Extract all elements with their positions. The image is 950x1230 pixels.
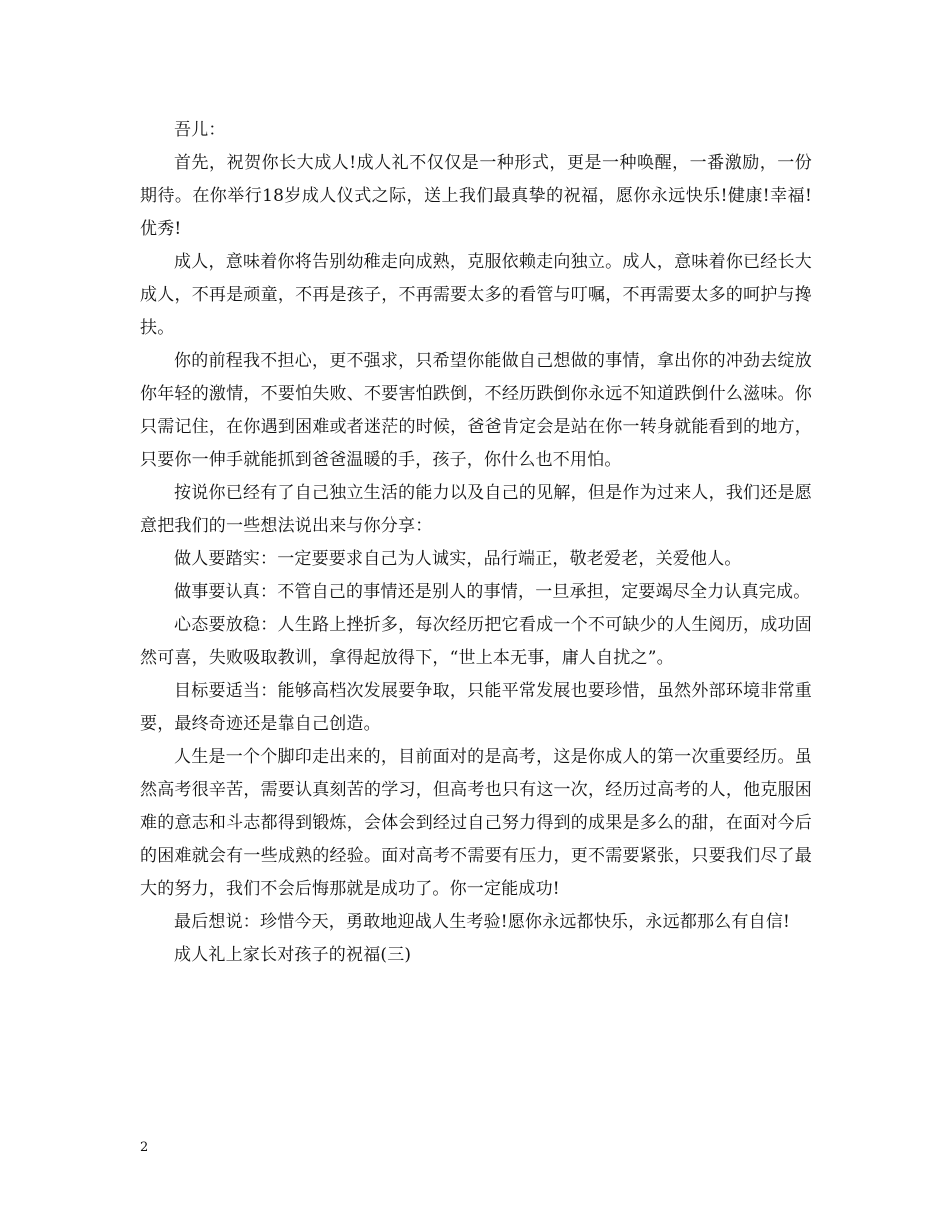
paragraph: 做事要认真：不管自己的事情还是别人的事情，一旦承担，定要竭尽全力认真完成。: [174, 582, 811, 602]
paragraph: 你的前程我不担心，更不强求，只希望你能做自己想做的事情，拿出你的冲劲去绽放你年轻的激情，不要怕失败、不要害怕跌倒，不经历跌倒你永远不知道跌倒什么滋味。你只需记住，在你遇到困难或者迷茫的时候，爸爸肯定会是站在你一转身就能看到的地方，只要你一伸手就能抓到爸爸温暖的手，孩子，你什么也不用怕。: [140, 351, 812, 470]
paragraph: 首先，祝贺你长大成人!成人礼不仅仅是一种形式，更是一种唤醒，一番激励，一份期待。在你举行18岁成人仪式之际，送上我们最真挚的祝福，愿你永远快乐!健康!幸福!优秀!: [140, 153, 812, 239]
section-heading: 成人礼上家长对孩子的祝福(三): [174, 945, 412, 965]
page-number: 2: [140, 1140, 149, 1155]
paragraph: 目标要适当：能够高档次发展要争取，只能平常发展也要珍惜，虽然外部环境非常重要，最终奇迹还是靠自己创造。: [140, 681, 812, 734]
paragraph: 做人要踏实：一定要要求自己为人诚实，品行端正，敬老爱老，关爱他人。: [174, 549, 742, 569]
paragraph: 按说你已经有了自己独立生活的能力以及自己的见解，但是作为过来人，我们还是愿意把我们的一些想法说出来与你分享：: [140, 483, 812, 536]
paragraph: 最后想说：珍惜今天，勇敢地迎战人生考验!愿你永远都快乐，永远都那么有自信!: [174, 912, 791, 932]
document-body: [140, 114, 812, 972]
paragraph: 人生是一个个脚印走出来的，目前面对的是高考，这是你成人的第一次重要经历。虽然高考很辛苦，需要认真刻苦的学习，但高考也只有这一次，经历过高考的人，他克服困难的意志和斗志都得到锻炼，会体会到经过自己努力得到的成果是多么的甜，在面对今后的困难就会有一些成熟的经验。面对高考不需要有压力，更不需要紧张，只要我们尽了最大的努力，我们不会后悔那就是成功了。你一定能成功!: [140, 747, 812, 899]
paragraph: 成人，意味着你将告别幼稚走向成熟，克服依赖走向独立。成人，意味着你已经长大成人，不再是顽童，不再是孩子，不再需要太多的看管与叮嘱，不再需要太多的呵护与搀扶。: [140, 252, 812, 338]
salutation: 吾儿：: [174, 120, 226, 140]
paragraph: 心态要放稳：人生路上挫折多，每次经历把它看成一个不可缺少的人生阅历，成功固然可喜，失败吸取教训，拿得起放得下，“世上本无事，庸人自扰之”。: [140, 615, 812, 668]
